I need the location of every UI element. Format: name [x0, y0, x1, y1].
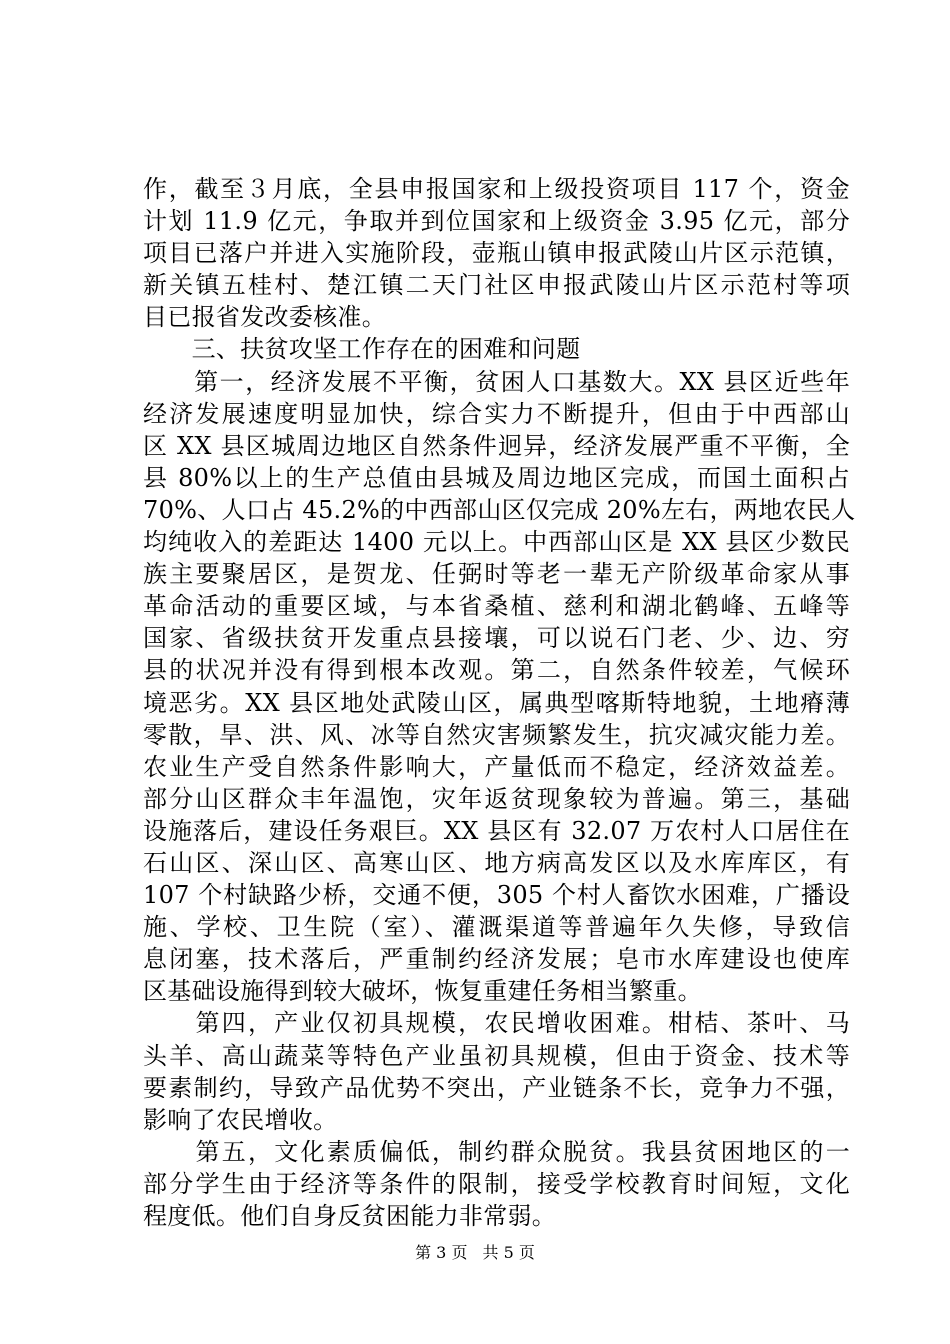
- page-footer: [0, 1240, 950, 1263]
- text-line: 族主要聚居区，是贺龙、任弼时等老一辈无产阶级革命家从事: [143, 560, 850, 589]
- text-line: 要素制约，导致产品优势不突出，产业链条不长，竞争力不强，: [143, 1073, 850, 1102]
- body-text: [143, 173, 856, 1232]
- text-line: 均纯收入的差距达 1400 元以上。中西部山区是 XX 县区少数民: [143, 528, 850, 557]
- text-line: 程度低。他们自身反贫困能力非常弱。: [143, 1202, 557, 1230]
- text-line: 计划 11.9 亿元，争取并到位国家和上级资金 3.95 亿元，部分: [143, 207, 850, 236]
- page-total: 共 5 页: [482, 1243, 535, 1262]
- text-line: 目已报省发改委核准。: [143, 303, 386, 332]
- text-line: 境恶劣。XX 县区地处武陵山区，属典型喀斯特地貌，土地瘠薄: [143, 688, 850, 717]
- text-line: 县 80%以上的生产总值由县城及周边地区完成，而国土面积占: [143, 463, 850, 492]
- text-line: 经济发展速度明显加快，综合实力不断提升，但由于中西部山: [143, 399, 850, 428]
- text-line: 107 个村缺路少桥，交通不便，305 个村人畜饮水困难，广播设: [143, 881, 850, 910]
- text-line: 影响了农民增收。: [143, 1105, 338, 1134]
- page-number: 第 3 页: [415, 1243, 468, 1262]
- text-line: 施、学校、卫生院（室）、灌溉渠道等普遍年久失修，导致信: [143, 913, 850, 942]
- text-line: 部分山区群众丰年温饱，灾年返贫现象较为普遍。第三，基础: [143, 784, 850, 813]
- text-line: 区 XX 县区城周边地区自然条件迥异，经济发展严重不平衡，全: [143, 431, 850, 460]
- text-line: 新关镇五桂村、楚江镇二天门社区申报武陵山片区示范村等项: [143, 271, 850, 300]
- text-line: 70%、人口占 45.2%的中西部山区仅完成 20%左右，两地农民人: [143, 495, 856, 524]
- text-line: 第一，经济发展不平衡，贫困人口基数大。XX 县区近些年: [143, 367, 850, 396]
- text-line: 头羊、高山蔬菜等特色产业虽初具规模，但由于资金、技术等: [143, 1041, 850, 1070]
- text-line: 作，截至３月底，全县申报国家和上级投资项目 117 个，资金: [143, 175, 850, 203]
- text-line: 项目已落户并进入实施阶段，壶瓶山镇申报武陵山片区示范镇，: [143, 239, 850, 268]
- text-line: 第五，文化素质偏低，制约群众脱贫。我县贫困地区的一: [143, 1137, 850, 1166]
- text-line: 农业生产受自然条件影响大，产量低而不稳定，经济效益差。: [143, 752, 850, 781]
- text-line: 石山区、深山区、高寒山区、地方病高发区以及水库库区，有: [143, 848, 850, 877]
- text-line: 第四，产业仅初具规模，农民增收困难。柑桔、茶叶、马: [143, 1009, 850, 1038]
- text-line: 区基础设施得到较大破坏，恢复重建任务相当繁重。: [143, 977, 702, 1006]
- text-line: 设施落后，建设任务艰巨。XX 县区有 32.07 万农村人口居住在: [143, 816, 850, 845]
- text-line: 国家、省级扶贫开发重点县接壤，可以说石门老、少、边、穷: [143, 624, 850, 653]
- text-line: 零散，旱、洪、风、冰等自然灾害频繁发生，抗灾减灾能力差。: [143, 720, 850, 749]
- text-line: 革命活动的重要区域，与本省桑植、慈利和湖北鹤峰、五峰等: [143, 592, 850, 621]
- section-heading: 三、扶贫攻坚工作存在的困难和问题: [143, 335, 581, 364]
- text-line: 息闭塞，技术落后，严重制约经济发展；皂市水库建设也使库: [143, 945, 850, 974]
- text-line: 县的状况并没有得到根本改观。第二，自然条件较差，气候环: [143, 656, 850, 685]
- text-line: 部分学生由于经济等条件的限制，接受学校教育时间短，文化: [143, 1169, 850, 1198]
